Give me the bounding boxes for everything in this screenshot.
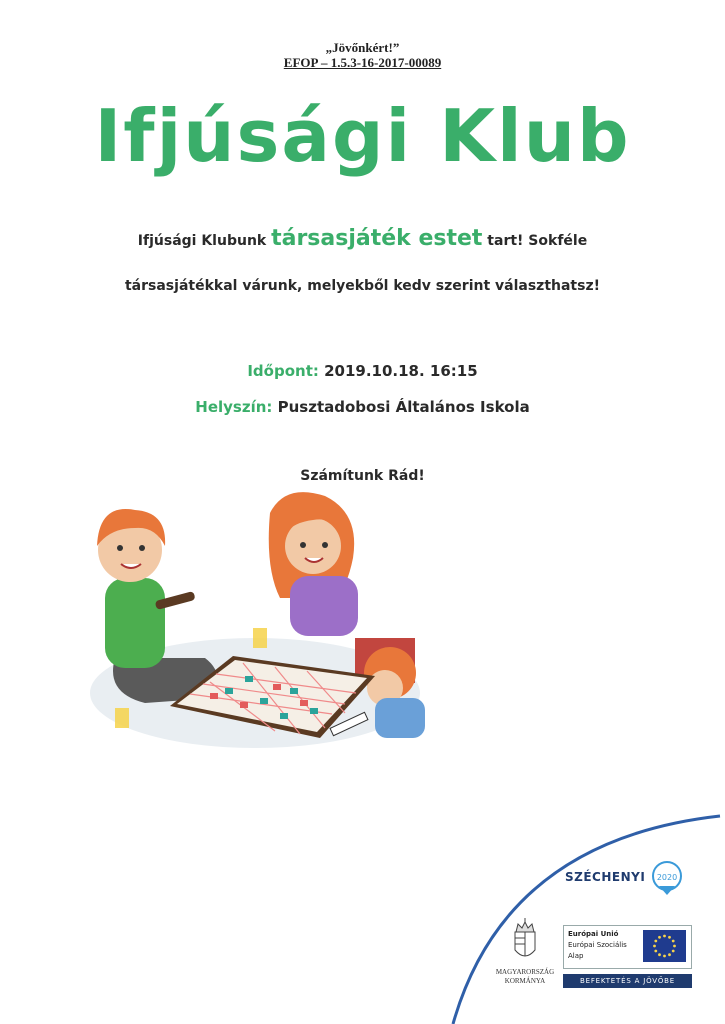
decorative-arc <box>445 800 725 1024</box>
szechenyi-year: 2020 <box>656 873 678 882</box>
intro-line-1 <box>0 226 725 251</box>
eu-line-3: Alap <box>568 952 584 960</box>
government-line-2: KORMÁNYA <box>504 977 546 985</box>
eu-slogan-banner: BEFEKTETÉS A JÖVŐBE <box>563 974 692 988</box>
time-value: 2019.10.18. 16:15 <box>318 362 478 380</box>
place-value: Pusztadobosi Általános Iskola <box>272 398 530 416</box>
intro-highlight: társasjáték estet <box>271 226 483 251</box>
eu-line-1: Európai Unió <box>568 930 619 938</box>
place-label: Helyszín: <box>195 398 273 416</box>
closing-text: Számítunk Rád! <box>300 468 425 484</box>
time-line <box>0 362 725 380</box>
eu-line-2: Európai Szociális <box>568 941 627 949</box>
government-line-1: MAGYARORSZÁG <box>495 968 555 976</box>
intro-text-end: tart! Sokféle <box>482 233 588 249</box>
szechenyi-logo-text: SZÉCHENYI <box>565 870 646 884</box>
slogan: „Jövőnkért!” <box>325 40 400 55</box>
szechenyi-pin-icon <box>649 860 685 896</box>
drink-cup-middle <box>253 628 267 648</box>
drink-cup-left <box>115 708 129 728</box>
eu-flag-icon <box>643 930 686 962</box>
page-title: Ifjúsági Klub <box>94 94 631 178</box>
place-line <box>0 398 725 416</box>
time-label: Időpont: <box>247 362 319 380</box>
boy-figure <box>97 509 218 703</box>
intro-text-start: Ifjúsági Klubunk <box>137 233 272 249</box>
project-code: EFOP – 1.5.3-16-2017-00089 <box>283 55 442 70</box>
hungarian-coat-of-arms-icon <box>507 918 543 966</box>
intro-line-2: társasjátékkal várunk, melyekből kedv szerint választhatsz! <box>124 278 600 294</box>
board-game-illustration <box>85 488 425 758</box>
